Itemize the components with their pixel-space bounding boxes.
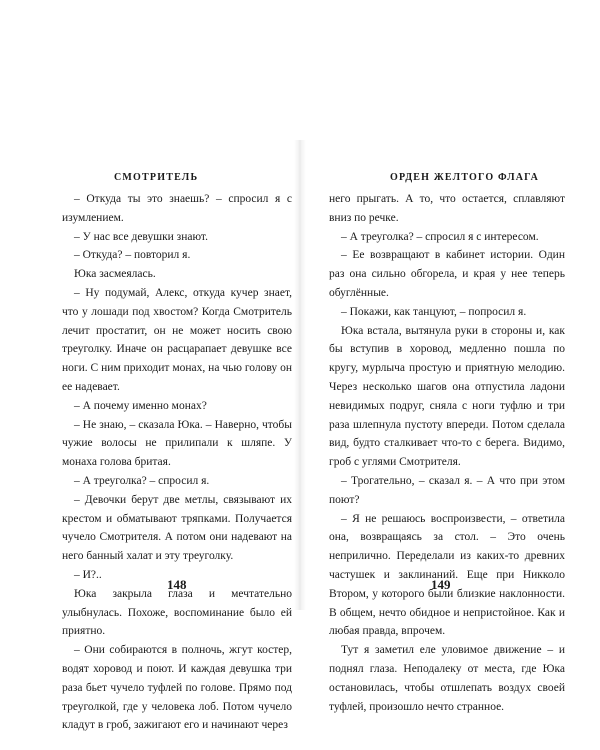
paragraph: – Девочки берут две метлы, связывают их крестом и обматывают тряпками. Получается чучело Смотрителя. А потом они надевают на него банный халат и эту треуголку. (62, 493, 292, 563)
paragraph: Тут я заметил еле уловимое движение – и поднял глаза. Неподалеку от места, где Юка остановилась, чтобы отшлепать воздух своей туфлей, произошло нечто странное. (329, 644, 565, 713)
running-header-left: СМОТРИТЕЛЬ (114, 172, 199, 183)
paragraph: – И?.. (74, 568, 102, 581)
page-number-right: 149 (431, 577, 451, 592)
paragraph: – Откуда? – повторил я. (74, 249, 191, 262)
right-page-text (329, 190, 565, 716)
paragraph: Юка закрыла глаза и мечтательно улыбнулась. Похоже, воспоминание было ей приятно. (62, 587, 292, 638)
right-page (300, 0, 600, 750)
paragraph: него прыгать. А то, что остается, сплавляют вниз по речке. (329, 193, 565, 224)
paragraph: Юка встала, вытянула руки в стороны и, как бы вступив в хоровод, медленно пошла по кругу, мурлыча простую и приятную мелодию. Через несколько шагов она отпустила ладони невидимых подруг, сняла с ноги туфлю и три раза шлепнула пустоту впереди. Потом сделала вид, будто сталкивает что-то с берега. Видимо, гроб с углями Смотрителя. (329, 324, 565, 469)
left-page-text (62, 190, 292, 735)
paragraph: – Откуда ты это знаешь? – спросил я с изумлением. (62, 193, 292, 224)
paragraph: – Покажи, как танцуют, – попросил я. (341, 305, 527, 318)
paragraph: – У нас все девушки знают. (74, 230, 208, 243)
paragraph: – Ее возвращают в кабинет истории. Один раз она сильно обгорела, и края у нее теперь обуглённые. (329, 249, 565, 299)
paragraph: – А почему именно монах? (74, 399, 207, 412)
paragraph: – Ну подумай, Алекс, откуда кучер знает, что у лошади под хвостом? Когда Смотритель лечит простатит, он не может носить свою треуголку. Иначе он расцарапает девушке все ноги. С ним приходит монах, на чью голову он ее надевает. (62, 286, 292, 393)
paragraph: – Не знаю, – сказала Юка. – Наверно, чтобы чужие волосы не прилипали к шляпе. У монаха голова бритая. (62, 418, 292, 469)
paragraph: – Они собираются в полночь, жгут костер, водят хоровод и поют. И каждая девушка три раза бьет чучело туфлей по голове. Прямо под треуголкой, где у человека лоб. Потом чучело кладут в гроб, зажигают его и начинают через (62, 644, 292, 732)
paragraph: – А треуголка? – спросил я. (74, 474, 210, 487)
paragraph: – А треуголка? – спросил я с интересом. (341, 230, 539, 243)
paragraph: – Я не решаюсь воспроизвести, – ответила она, возвращаясь за стол. – Это очень неприлично. Переделали из каких-то древних частушек и заклинаний. Еще при Никколо Втором, у которого были близкие наклонности. В общем, нечто обидное и непристойное. Как и любая правда, впрочем. (329, 512, 565, 638)
paragraph: Юка засмеялась. (74, 268, 156, 281)
page-number-left: 148 (167, 577, 187, 592)
paragraph: – Трогательно, – сказал я. – А что при этом поют? (329, 474, 565, 506)
running-header-right: ОРДЕН ЖЕЛТОГО ФЛАГА (390, 172, 540, 183)
